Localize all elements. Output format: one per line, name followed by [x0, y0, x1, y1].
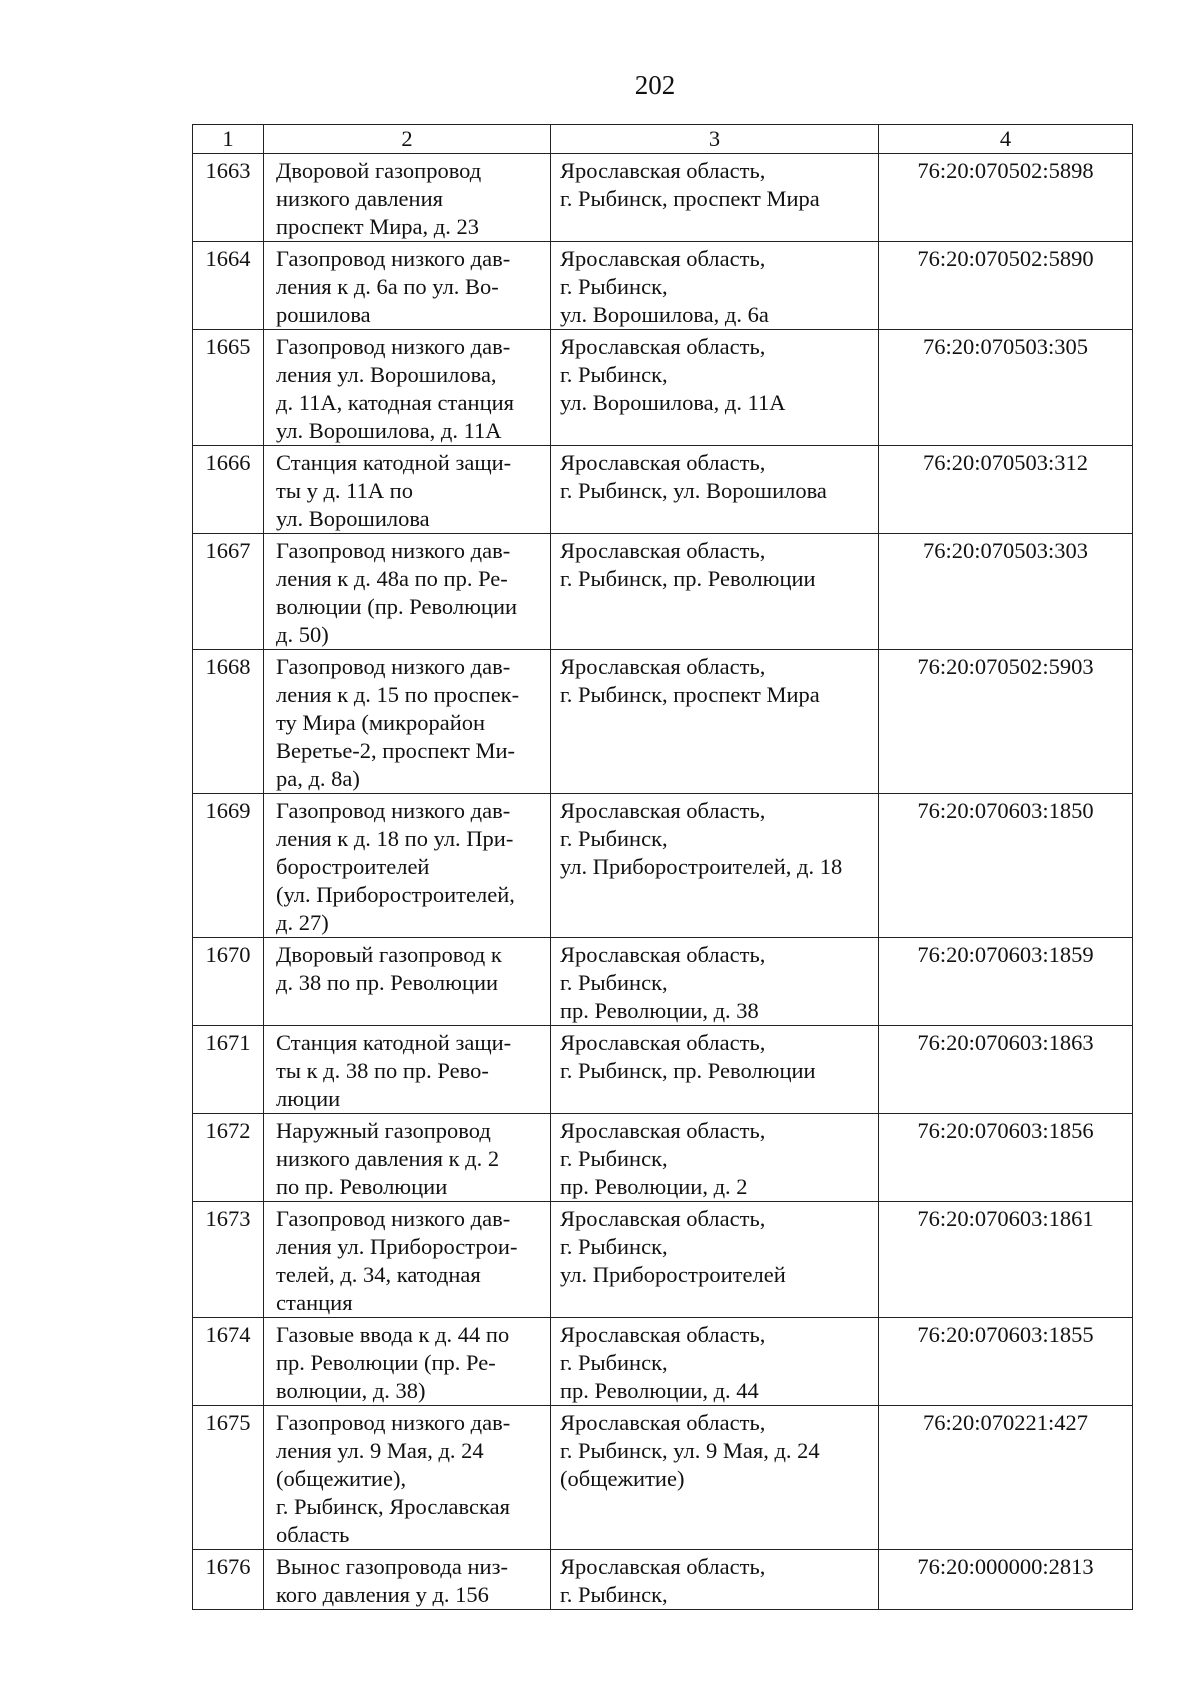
- object-name-line: Газопровод низкого дав-: [276, 334, 511, 359]
- object-name-line: область: [276, 1522, 350, 1547]
- object-name-line: волюции (пр. Революции: [276, 594, 518, 619]
- cadastral-number: 76:20:070603:1850: [879, 794, 1133, 938]
- table-header: [193, 125, 1133, 154]
- object-name-line: Газопровод низкого дав-: [276, 1410, 511, 1435]
- table-body: [193, 154, 1133, 1610]
- cadastral-number: 76:20:070603:1859: [879, 938, 1133, 1026]
- cadastral-number: 76:20:070221:427: [879, 1406, 1133, 1550]
- cadastral-number: 76:20:070503:305: [879, 330, 1133, 446]
- object-name-line: Газопровод низкого дав-: [276, 538, 511, 563]
- row-number: 1669: [193, 794, 264, 938]
- address-line: Ярославская область,: [560, 246, 766, 271]
- address-line: г. Рыбинск,: [560, 362, 668, 387]
- table-row: [193, 650, 1133, 794]
- page-number: 202: [634, 70, 676, 100]
- object-name-line: телей, д. 34, катодная: [276, 1262, 481, 1287]
- row-number: 1671: [193, 1026, 264, 1114]
- address-line: Ярославская область,: [560, 1118, 766, 1143]
- object-name-cell: [264, 242, 551, 330]
- row-number: 1663: [193, 154, 264, 242]
- object-name-line: ления ул. Приборострои-: [276, 1234, 518, 1259]
- address-cell: [551, 154, 879, 242]
- table-row: [193, 938, 1133, 1026]
- object-name-line: Газопровод низкого дав-: [276, 246, 511, 271]
- object-name-cell: [264, 1114, 551, 1202]
- address-line: Ярославская область,: [560, 1206, 766, 1231]
- address-cell: [551, 794, 879, 938]
- object-name-line: д. 27): [276, 910, 329, 935]
- address-cell: [551, 1550, 879, 1610]
- row-number: 1665: [193, 330, 264, 446]
- address-line: ул. Ворошилова, д. 6а: [560, 302, 769, 327]
- cadastral-number: 76:20:070603:1856: [879, 1114, 1133, 1202]
- object-name-line: ления ул. 9 Мая, д. 24: [276, 1438, 484, 1463]
- address-cell: [551, 1114, 879, 1202]
- cadastral-number: 76:20:070603:1855: [879, 1318, 1133, 1406]
- address-line: Ярославская область,: [560, 538, 766, 563]
- address-line: г. Рыбинск, ул. Ворошилова: [560, 478, 827, 503]
- objects-table: [192, 124, 1133, 1610]
- address-cell: [551, 1406, 879, 1550]
- object-name-line: по пр. Революции: [276, 1174, 448, 1199]
- table-row: [193, 794, 1133, 938]
- address-line: г. Рыбинск, пр. Революции: [560, 566, 816, 591]
- object-name-line: Вынос газопровода низ-: [276, 1554, 508, 1579]
- object-name-cell: [264, 1202, 551, 1318]
- cadastral-number: 76:20:070502:5890: [879, 242, 1133, 330]
- row-number: 1667: [193, 534, 264, 650]
- object-name-line: (общежитие),: [276, 1466, 407, 1491]
- table-row: [193, 1318, 1133, 1406]
- address-line: Ярославская область,: [560, 654, 766, 679]
- object-name-line: г. Рыбинск, Ярославская: [276, 1494, 510, 1519]
- address-cell: [551, 1318, 879, 1406]
- row-number: 1670: [193, 938, 264, 1026]
- address-line: пр. Революции, д. 2: [560, 1174, 748, 1199]
- object-name-cell: [264, 1550, 551, 1610]
- object-name-line: проспект Мира, д. 23: [276, 214, 479, 239]
- object-name-line: ления к д. 18 по ул. При-: [276, 826, 514, 851]
- object-name-cell: [264, 330, 551, 446]
- table-row: [193, 154, 1133, 242]
- object-name-line: (ул. Приборостроителей,: [276, 882, 515, 907]
- object-name-line: ра, д. 8а): [276, 766, 360, 791]
- address-cell: [551, 938, 879, 1026]
- object-name-line: низкого давления: [276, 186, 443, 211]
- object-name-line: д. 38 по пр. Революции: [276, 970, 499, 995]
- table-row: [193, 446, 1133, 534]
- table-row: [193, 1550, 1133, 1610]
- object-name-line: Станция катодной защи-: [276, 1030, 512, 1055]
- object-name-line: Веретье-2, проспект Ми-: [276, 738, 516, 763]
- address-line: ул. Приборостроителей, д. 18: [560, 854, 843, 879]
- address-line: Ярославская область,: [560, 1030, 766, 1055]
- object-name-cell: [264, 1406, 551, 1550]
- table-row: [193, 1114, 1133, 1202]
- object-name-line: ты к д. 38 по пр. Рево-: [276, 1058, 489, 1083]
- object-name-line: ления к д. 6а по ул. Во-: [276, 274, 499, 299]
- address-cell: [551, 534, 879, 650]
- address-cell: [551, 1202, 879, 1318]
- address-line: Ярославская область,: [560, 334, 766, 359]
- address-line: г. Рыбинск, ул. 9 Мая, д. 24: [560, 1438, 820, 1463]
- address-line: г. Рыбинск,: [560, 1350, 668, 1375]
- address-line: Ярославская область,: [560, 1322, 766, 1347]
- address-line: (общежитие): [560, 1466, 685, 1491]
- object-name-cell: [264, 794, 551, 938]
- row-number: 1664: [193, 242, 264, 330]
- object-name-line: ул. Ворошилова, д. 11А: [276, 418, 502, 443]
- object-name-line: кого давления у д. 156: [276, 1582, 489, 1607]
- object-name-line: пр. Революции (пр. Ре-: [276, 1350, 496, 1375]
- row-number: 1674: [193, 1318, 264, 1406]
- address-line: г. Рыбинск, проспект Мира: [560, 682, 820, 707]
- object-name-line: ты у д. 11А по: [276, 478, 413, 503]
- address-line: г. Рыбинск,: [560, 1234, 668, 1259]
- address-line: ул. Ворошилова, д. 11А: [560, 390, 786, 415]
- table-row: [193, 1202, 1133, 1318]
- row-number: 1666: [193, 446, 264, 534]
- object-name-line: Станция катодной защи-: [276, 450, 512, 475]
- address-line: Ярославская область,: [560, 1554, 766, 1579]
- address-cell: [551, 446, 879, 534]
- object-name-line: низкого давления к д. 2: [276, 1146, 500, 1171]
- object-name-line: ления к д. 48а по пр. Ре-: [276, 566, 508, 591]
- address-line: пр. Революции, д. 38: [560, 998, 759, 1023]
- cadastral-number: 76:20:070503:312: [879, 446, 1133, 534]
- address-line: Ярославская область,: [560, 158, 766, 183]
- address-line: Ярославская область,: [560, 798, 766, 823]
- object-name-cell: [264, 938, 551, 1026]
- object-name-line: ту Мира (микрорайон: [276, 710, 486, 735]
- column-header-4: 4: [879, 125, 1133, 154]
- object-name-line: ул. Ворошилова: [276, 506, 430, 531]
- object-name-cell: [264, 154, 551, 242]
- address-cell: [551, 242, 879, 330]
- object-name-line: Дворовой газопровод: [276, 158, 482, 183]
- object-name-line: ления к д. 15 по проспек-: [276, 682, 520, 707]
- object-name-line: Дворовый газопровод к: [276, 942, 502, 967]
- address-cell: [551, 330, 879, 446]
- table-row: [193, 242, 1133, 330]
- object-name-line: д. 50): [276, 622, 329, 647]
- address-line: пр. Революции, д. 44: [560, 1378, 759, 1403]
- address-line: ул. Приборостроителей: [560, 1262, 786, 1287]
- address-line: Ярославская область,: [560, 1410, 766, 1435]
- address-cell: [551, 1026, 879, 1114]
- object-name-line: волюции, д. 38): [276, 1378, 426, 1403]
- address-line: г. Рыбинск,: [560, 274, 668, 299]
- object-name-cell: [264, 1318, 551, 1406]
- row-number: 1675: [193, 1406, 264, 1550]
- address-cell: [551, 650, 879, 794]
- row-number: 1668: [193, 650, 264, 794]
- object-name-line: Газопровод низкого дав-: [276, 798, 511, 823]
- object-name-line: боростроителей: [276, 854, 430, 879]
- cadastral-number: 76:20:070603:1863: [879, 1026, 1133, 1114]
- cadastral-number: 76:20:000000:2813: [879, 1550, 1133, 1610]
- address-line: г. Рыбинск,: [560, 1582, 668, 1607]
- object-name-line: ления ул. Ворошилова,: [276, 362, 497, 387]
- address-line: Ярославская область,: [560, 450, 766, 475]
- cadastral-number: 76:20:070603:1861: [879, 1202, 1133, 1318]
- object-name-line: Газопровод низкого дав-: [276, 654, 511, 679]
- row-number: 1676: [193, 1550, 264, 1610]
- object-name-line: люции: [276, 1086, 341, 1111]
- object-name-line: д. 11А, катодная станция: [276, 390, 514, 415]
- row-number: 1672: [193, 1114, 264, 1202]
- row-number: 1673: [193, 1202, 264, 1318]
- address-line: г. Рыбинск, проспект Мира: [560, 186, 820, 211]
- object-name-cell: [264, 446, 551, 534]
- cadastral-number: 76:20:070503:303: [879, 534, 1133, 650]
- column-header-2: 2: [264, 125, 551, 154]
- cadastral-number: 76:20:070502:5903: [879, 650, 1133, 794]
- cadastral-number: 76:20:070502:5898: [879, 154, 1133, 242]
- column-header-3: 3: [551, 125, 879, 154]
- object-name-line: Газовые ввода к д. 44 по: [276, 1322, 510, 1347]
- object-name-line: рошилова: [276, 302, 371, 327]
- address-line: г. Рыбинск, пр. Революции: [560, 1058, 816, 1083]
- object-name-line: Наружный газопровод: [276, 1118, 491, 1143]
- address-line: г. Рыбинск,: [560, 1146, 668, 1171]
- address-line: г. Рыбинск,: [560, 826, 668, 851]
- table-row: [193, 330, 1133, 446]
- object-name-cell: [264, 650, 551, 794]
- object-name-cell: [264, 534, 551, 650]
- address-line: Ярославская область,: [560, 942, 766, 967]
- table-row: [193, 1026, 1133, 1114]
- address-line: г. Рыбинск,: [560, 970, 668, 995]
- table-row: [193, 534, 1133, 650]
- object-name-cell: [264, 1026, 551, 1114]
- table-row: [193, 1406, 1133, 1550]
- column-header-1: 1: [193, 125, 264, 154]
- object-name-line: станция: [276, 1290, 353, 1315]
- object-name-line: Газопровод низкого дав-: [276, 1206, 511, 1231]
